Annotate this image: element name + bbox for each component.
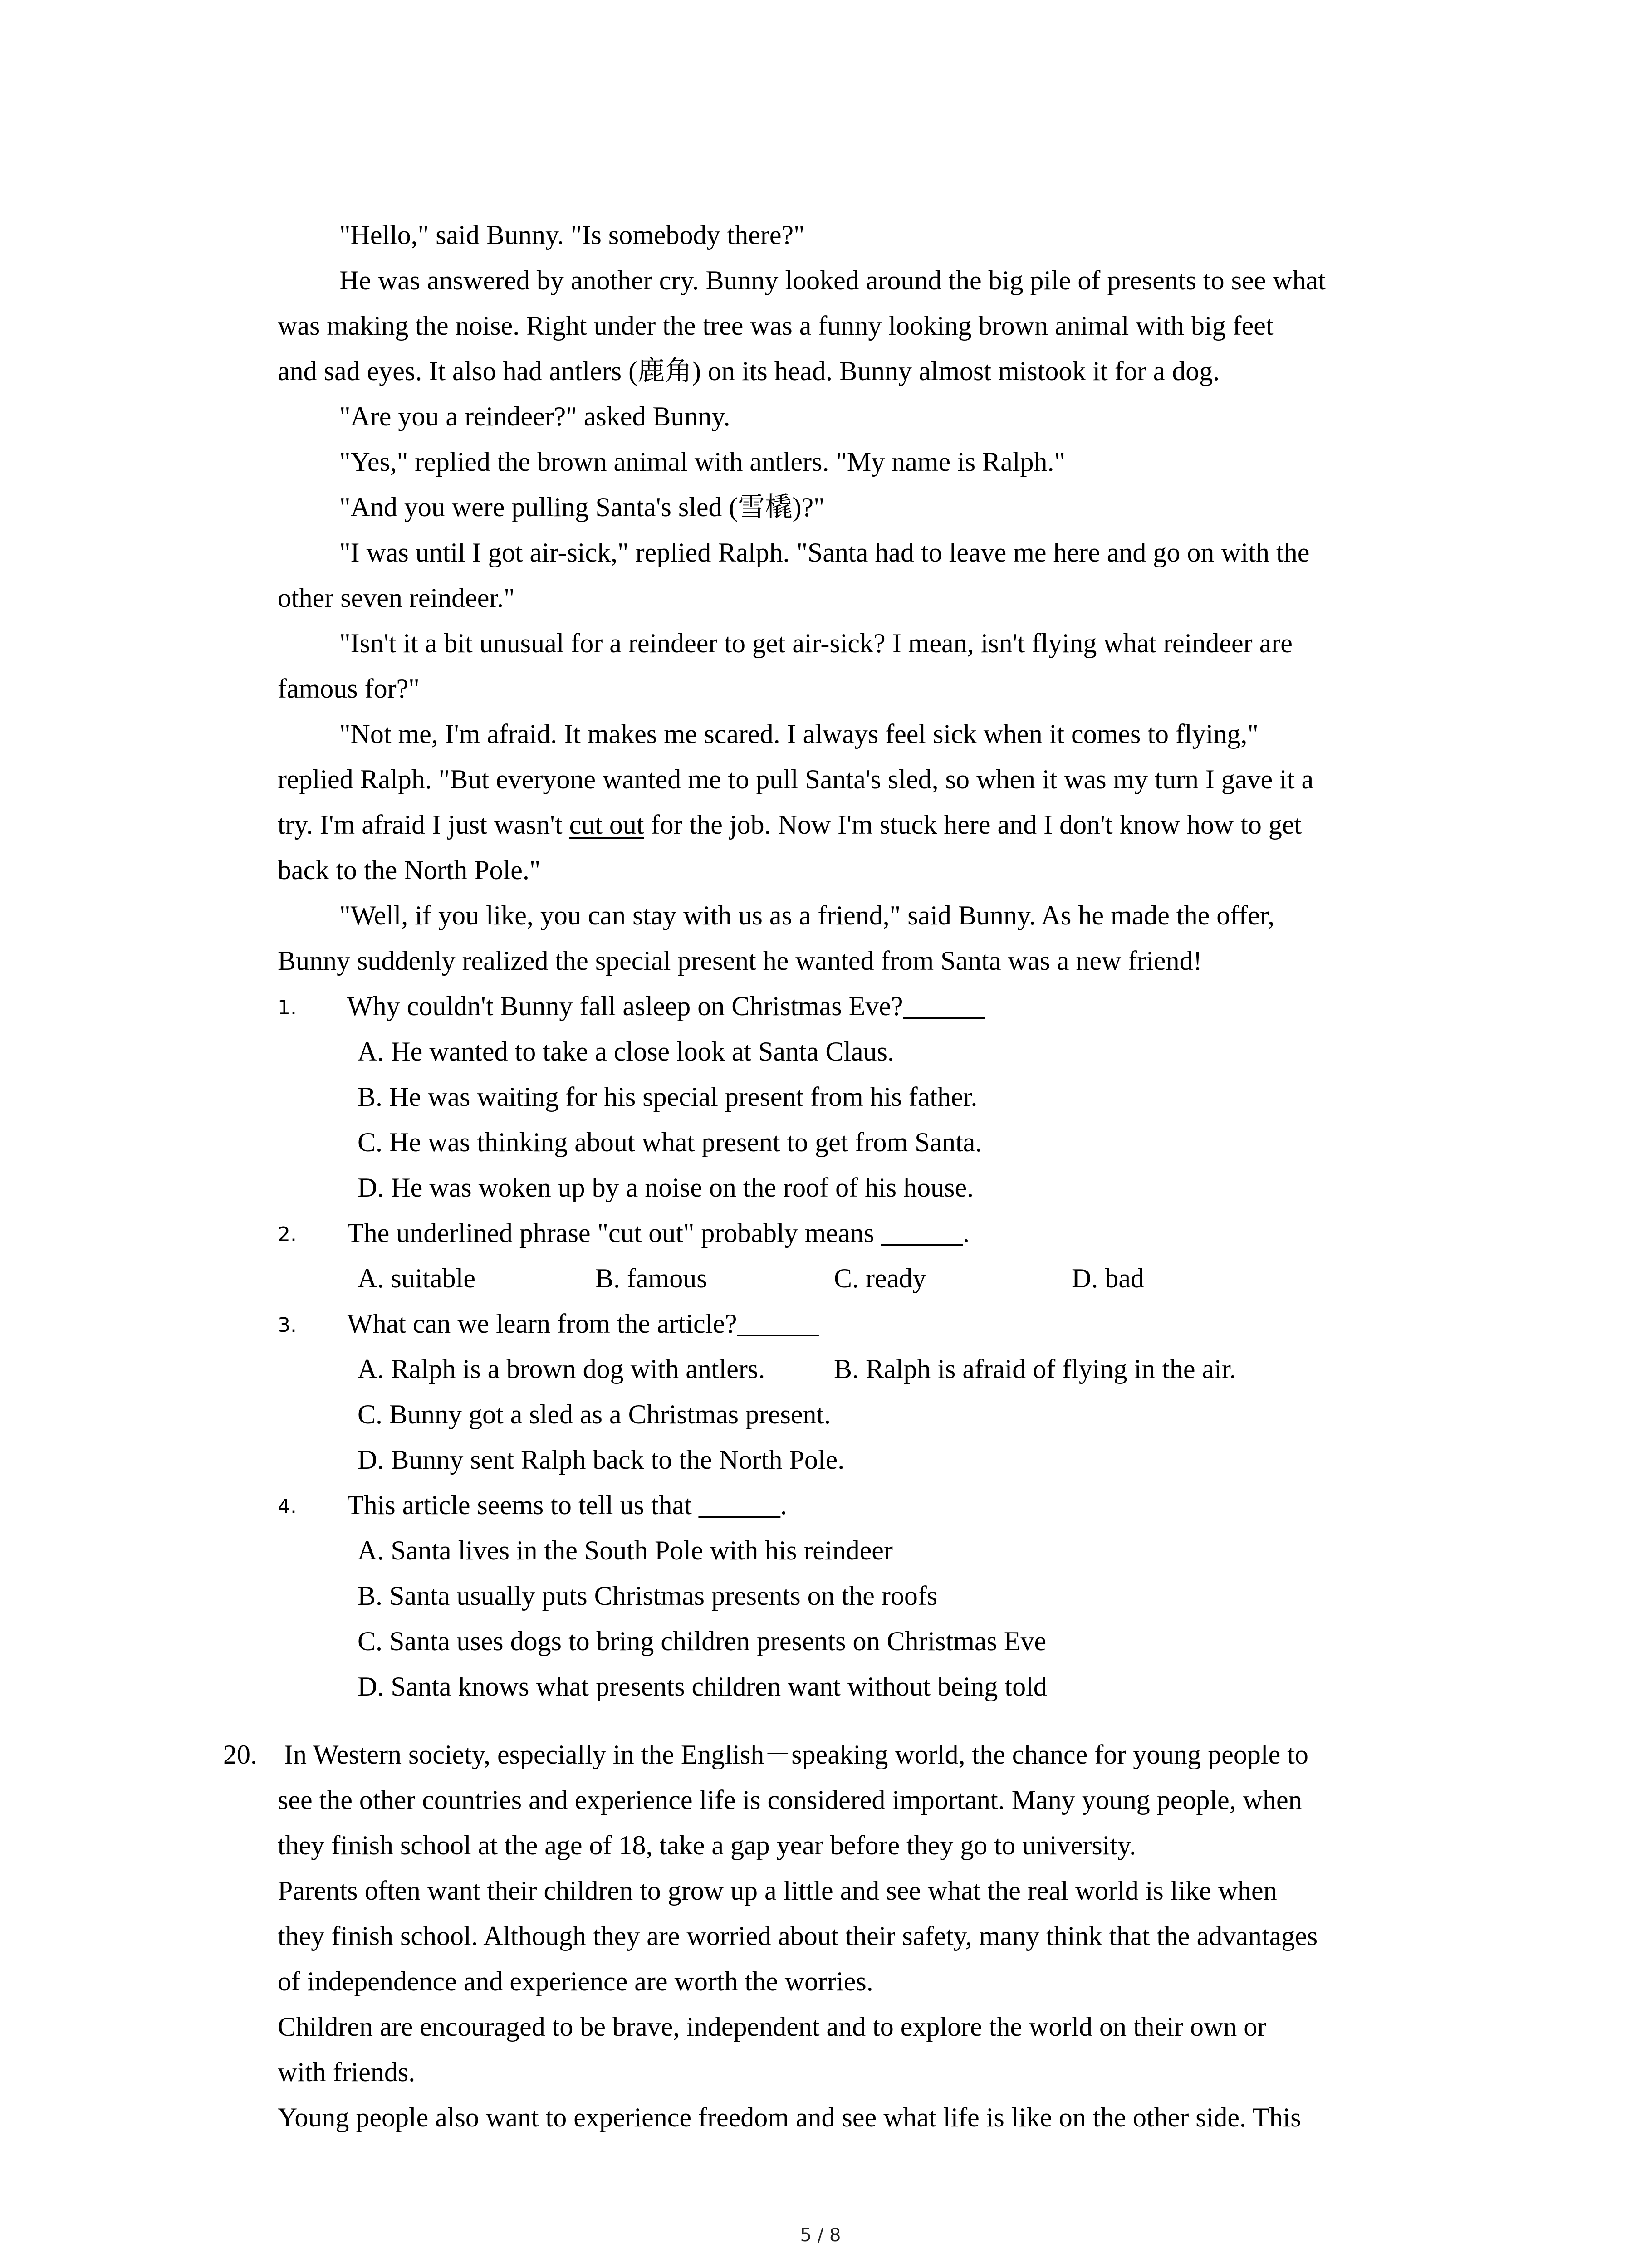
question-option: B. He was waiting for his special present from his father. bbox=[358, 1082, 978, 1112]
passage-line: see the other countries and experience life is considered important. Many young people, when bbox=[278, 1785, 1302, 1815]
passage-line: they finish school. Although they are worried about their safety, many think that the advantages bbox=[278, 1921, 1318, 1951]
passage-line: back to the North Pole." bbox=[278, 855, 541, 885]
question-option: C. Bunny got a sled as a Christmas present. bbox=[358, 1399, 831, 1429]
question-option: C. Santa uses dogs to bring children presents on Christmas Eve bbox=[358, 1626, 1047, 1656]
passage-line: and sad eyes. It also had antlers (鹿角) on its head. Bunny almost mistook it for a dog. bbox=[278, 356, 1220, 386]
question-option: A. suitable bbox=[358, 1263, 475, 1293]
passage-line: Parents often want their children to grow up a little and see what the real world is like when bbox=[278, 1876, 1277, 1906]
passage-line: Young people also want to experience freedom and see what life is like on the other side. This bbox=[278, 2102, 1301, 2132]
passage-line: "I was until I got air-sick," replied Ralph. "Santa had to leave me here and go on with the bbox=[339, 538, 1310, 567]
passage-line: "Well, if you like, you can stay with us as a friend," said Bunny. As he made the offer, bbox=[339, 900, 1275, 930]
passage-line: of independence and experience are worth the worries. bbox=[278, 1966, 873, 1996]
question-option: B. Ralph is afraid of flying in the air. bbox=[834, 1354, 1236, 1384]
question-option: D. bad bbox=[1072, 1263, 1144, 1293]
passage-line: they finish school at the age of 18, take a gap year before they go to university. bbox=[278, 1830, 1136, 1860]
passage-line: replied Ralph. "But everyone wanted me to pull Santa's sled, so when it was my turn I gave it a bbox=[278, 764, 1314, 794]
passage-line-with-underline bbox=[278, 811, 1302, 838]
passage-line: He was answered by another cry. Bunny looked around the big pile of presents to see what bbox=[339, 265, 1326, 295]
passage-line: "Not me, I'm afraid. It makes me scared. I always feel sick when it comes to flying," bbox=[339, 719, 1259, 749]
passage-line: other seven reindeer." bbox=[278, 583, 515, 613]
question-option: D. He was woken up by a noise on the roof of his house. bbox=[358, 1173, 974, 1202]
question-option: A. Santa lives in the South Pole with his reindeer bbox=[358, 1535, 893, 1565]
passage-line: Children are encouraged to be brave, independent and to explore the world on their own or bbox=[278, 2012, 1267, 2042]
underlined-phrase: cut out bbox=[569, 810, 644, 840]
page-number: 5 / 8 bbox=[800, 2225, 841, 2246]
question-number: 4. bbox=[278, 1495, 297, 1518]
question-option: C. ready bbox=[834, 1263, 926, 1293]
passage-text: for the job. Now I'm stuck here and I don't know how to get bbox=[644, 810, 1302, 840]
question-option: D. Santa knows what presents children want without being told bbox=[358, 1672, 1047, 1701]
question-option: B. Santa usually puts Christmas presents on the roofs bbox=[358, 1581, 938, 1611]
passage-line: famous for?" bbox=[278, 674, 420, 704]
question-stem: What can we learn from the article?______ bbox=[347, 1309, 819, 1339]
passage-line: "Isn't it a bit unusual for a reindeer to get air-sick? I mean, isn't flying what reindeer are bbox=[339, 628, 1293, 658]
passage-line: In Western society, especially in the English－speaking world, the chance for young people to bbox=[284, 1740, 1308, 1769]
passage-line: Bunny suddenly realized the special present he wanted from Santa was a new friend! bbox=[278, 946, 1202, 976]
passage-line: "And you were pulling Santa's sled (雪橇)?" bbox=[339, 492, 825, 522]
question-option: A. Ralph is a brown dog with antlers. bbox=[358, 1354, 765, 1384]
passage-line: "Hello," said Bunny. "Is somebody there?" bbox=[339, 220, 805, 250]
question-stem: The underlined phrase "cut out" probably means ______. bbox=[347, 1218, 970, 1248]
question-number: 3. bbox=[278, 1314, 297, 1337]
question-option: B. famous bbox=[595, 1263, 707, 1293]
passage-number: 20. bbox=[223, 1740, 257, 1769]
passage-line: was making the noise. Right under the tree was a funny looking brown animal with big feet bbox=[278, 311, 1274, 341]
passage-line: "Yes," replied the brown animal with antlers. "My name is Ralph." bbox=[339, 447, 1065, 477]
question-option: A. He wanted to take a close look at Santa Claus. bbox=[358, 1036, 895, 1066]
passage-text: try. I'm afraid I just wasn't bbox=[278, 810, 569, 840]
question-stem: Why couldn't Bunny fall asleep on Christmas Eve?______ bbox=[347, 991, 985, 1021]
passage-line: with friends. bbox=[278, 2057, 416, 2087]
question-number: 2. bbox=[278, 1223, 297, 1246]
passage-line: "Are you a reindeer?" asked Bunny. bbox=[339, 401, 730, 431]
question-stem: This article seems to tell us that ______. bbox=[347, 1490, 787, 1520]
question-number: 1. bbox=[278, 996, 297, 1019]
question-option: D. Bunny sent Ralph back to the North Pole. bbox=[358, 1445, 845, 1475]
question-option: C. He was thinking about what present to get from Santa. bbox=[358, 1127, 982, 1157]
